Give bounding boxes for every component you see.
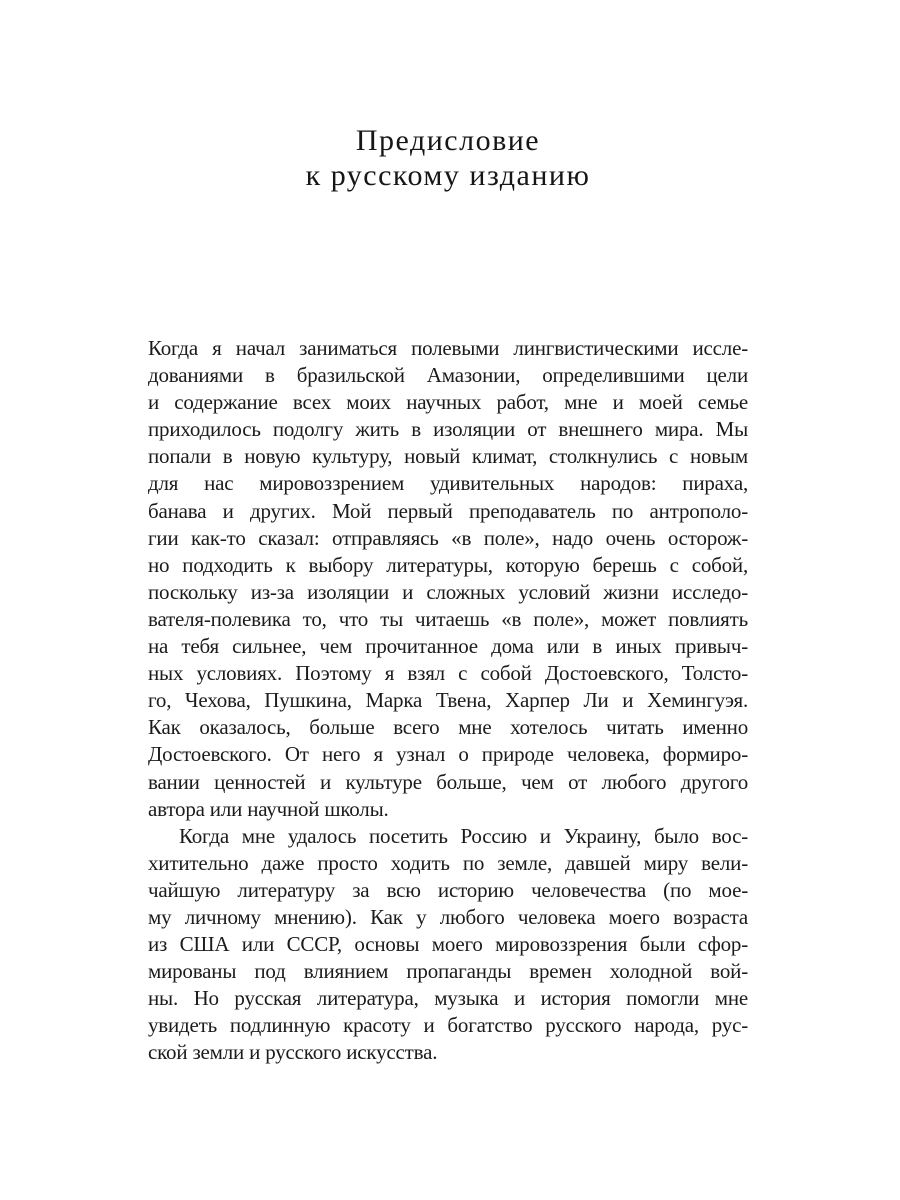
page-title-line-1: Предисловие xyxy=(355,124,541,157)
text-line: вателя-полевика то, что ты читаешь «в поле», может повлиять xyxy=(148,606,748,631)
text-line: Как оказалось, больше всего мне хотелось читать именно xyxy=(148,715,748,740)
text-line: ных условиях. Поэтому я взял с собой Достоевского, Толсто- xyxy=(148,661,748,686)
text-line: автора или научной школы. xyxy=(148,796,389,821)
text-line: попали в новую культуру, новый климат, столкнулись с новым xyxy=(148,444,748,469)
text-line: чайшую литературу за всю историю человечества (по мое- xyxy=(148,877,748,902)
text-line: банава и других. Мой первый преподаватель по антрополо- xyxy=(148,498,748,523)
text-line: ской земли и русского искусства. xyxy=(148,1040,438,1065)
text-line: увидеть подлинную красоту и богатство русского народа, рус- xyxy=(148,1013,748,1038)
text-line: хитительно даже просто ходить по земле, давшей миру вели- xyxy=(148,850,748,875)
text-line: дованиями в бразильской Амазонии, определившими цели xyxy=(148,363,748,388)
text-line: из США или СССР, основы моего мировоззрения были сфор- xyxy=(148,932,748,957)
text-line: вании ценностей и культуре больше, чем от любого другого xyxy=(148,769,748,794)
text-line: приходилось подолгу жить в изоляции от внешнего мира. Мы xyxy=(148,417,748,442)
text-line: го, Чехова, Пушкина, Марка Твена, Харпер Ли и Хемингуэя. xyxy=(148,688,748,713)
text-line: мированы под влиянием пропаганды времен холодной вой- xyxy=(148,959,748,984)
page-title xyxy=(148,123,748,193)
text-line: на тебя сильнее, чем прочитанное дома или в иных привыч- xyxy=(148,634,748,659)
text-line: поскольку из-за изоляции и сложных условий жизни исследо- xyxy=(148,579,748,604)
text-line: Когда мне удалось посетить Россию и Украину, было вос- xyxy=(179,823,748,848)
body-text xyxy=(148,335,748,1067)
text-line: и содержание всех моих научных работ, мне и моей семье xyxy=(148,390,748,415)
text-line: ны. Но русская литература, музыка и история помогли мне xyxy=(148,986,748,1011)
text-line: для нас мировоззрением удивительных народов: пираха, xyxy=(148,471,748,496)
text-line: Достоевского. От него я узнал о природе человека, формиро- xyxy=(148,742,748,767)
text-line: гии как-то сказал: отправляясь «в поле», надо очень осторож- xyxy=(148,525,748,550)
text-line: Когда я начал заниматься полевыми лингвистическими иссле- xyxy=(148,336,748,360)
page-title-line-2: к русскому изданию xyxy=(305,159,591,192)
text-line: но подходить к выбору литературы, которую берешь с собой, xyxy=(148,552,748,577)
text-line: му личному мнению). Как у любого человека моего возраста xyxy=(148,904,748,929)
